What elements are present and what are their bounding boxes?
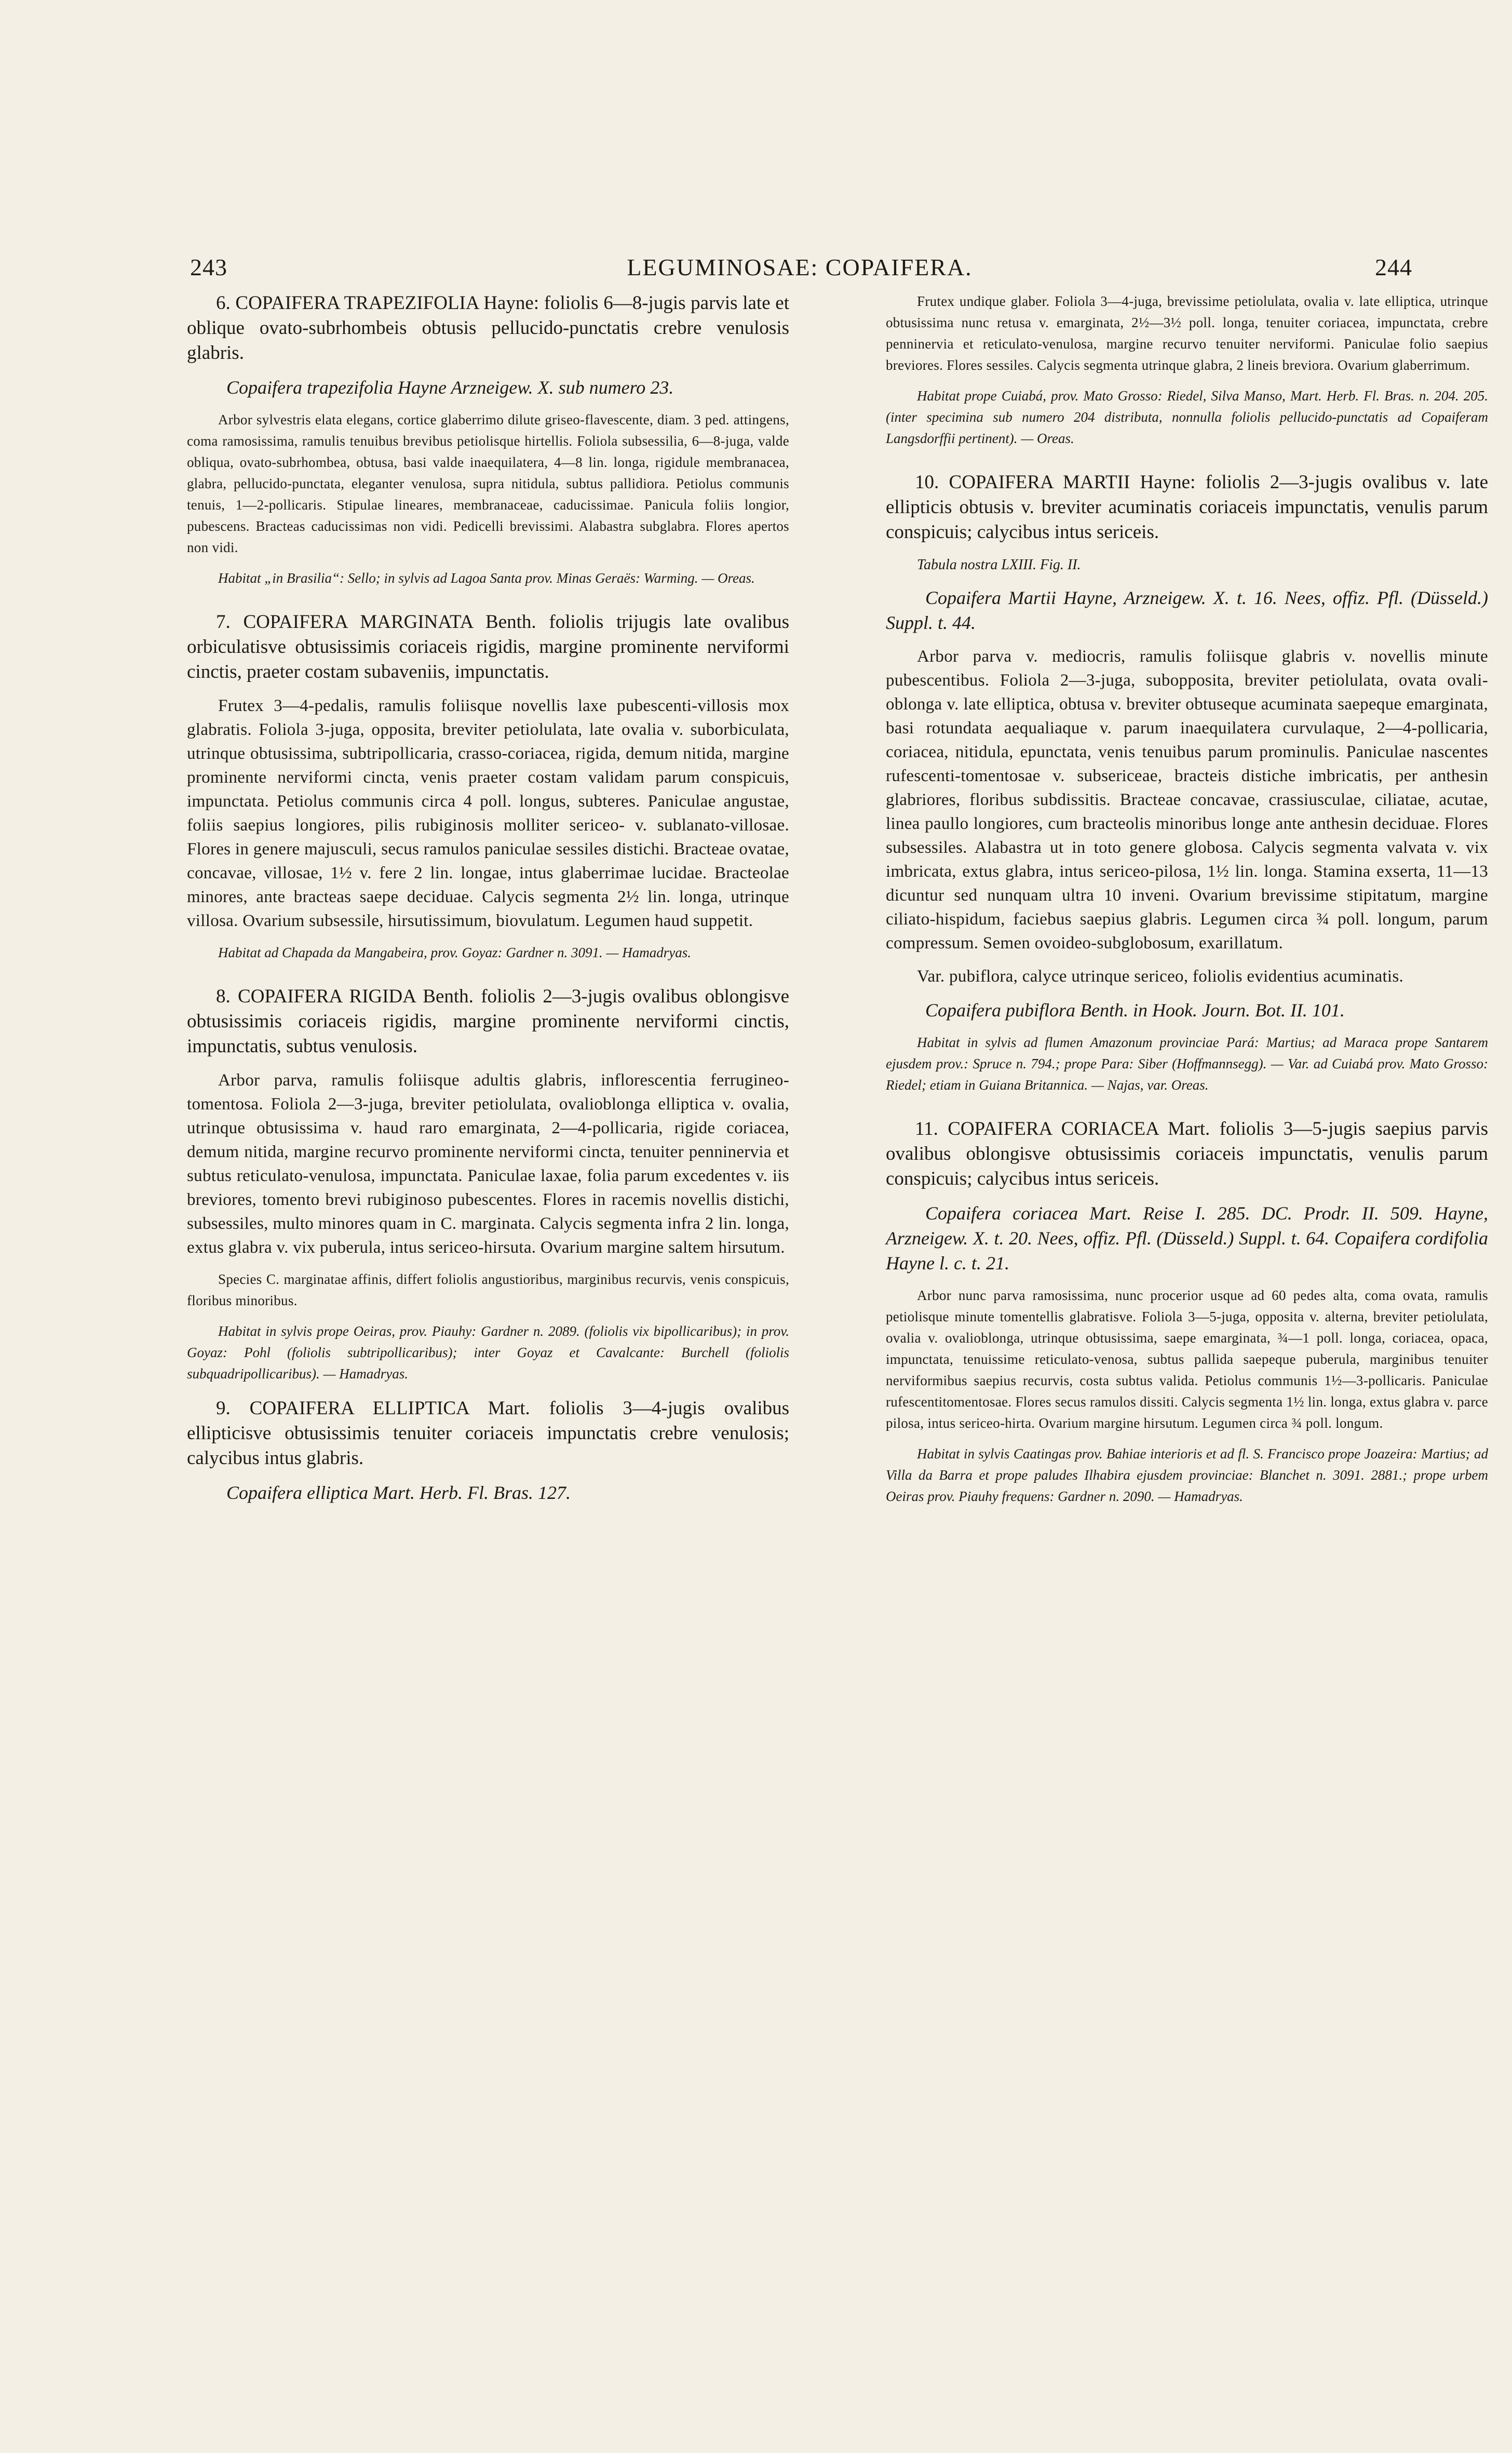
- species-entry-11: [886, 1117, 1488, 1507]
- species-description: Arbor parva v. mediocris, ramulis foliisque glabris v. novellis minute pubescentibus. Foliola 2—3-juga, subopposita, breviter petiolulata, ovata ovali-oblonga v. late elliptica, obtusa v. breviter obtuseque acuminata saepeque emarginata, basi rotundata aequaliaque v. parum inaequilatera curvulaque, 2—4-pollicaria, coriacea, nitidula, epunctata, venis tenuibus parum prominulis. Paniculae nascentes rufescenti-tomentosae v. subsericeae, bracteis distiche imbricatis, per anthesin glabriores, floribus subdissitis. Bracteae concavae, crassiusculae, ciliatae, acutae, linea paullo longiores, cum bracteolis minoribus longe ante anthesin deciduae. Flores subsessiles. Alabastra ut in toto genere globosa. Calycis segmenta valvata v. vix imbricata, extus glabra, intus sericeo-pilosa, 1½ lin. longa. Stamina exserta, 11—13 dicuntur sed nunquam ultra 10 inveni. Ovarium brevissime stipitatum, margine ciliato-hispidum, faciebus saepius glabris. Legumen circa ¾ poll. longum, parum compressum. Semen ovoideo-subglobosum, exarillatum.: [886, 647, 1488, 953]
- synonym-line: Copaifera elliptica Mart. Herb. Fl. Bras. 127.: [226, 1482, 571, 1503]
- species-description: Frutex 3—4-pedalis, ramulis foliisque novellis laxe pubescenti-villosis mox glabratis. Foliola 3-juga, opposita, breviter petiolulata, late ovalia v. suborbiculata, utrinque obtusissima, subtripollicaria, crasso-coriacea, rigida, demum nitida, margine prominente nerviformi cincta, venis praeter costam validam parum conspicuis, impunctata. Petiolus communis circa 4 poll. longus, subteres. Paniculae angustae, foliis saepius longiores, pilis rubiginosis molliter sericeo- v. sublanato-villosae. Flores in genere majusculi, secus ramulos paniculae sessiles distichi. Bracteae ovatae, concavae, villosae, 1½ v. fere 2 lin. longae, intus glaberrimae lucidae. Bracteolae minores, ante bracteas saepe deciduae. Calycis segmenta 2½ lin. longa, utrinque villosa. Ovarium subsessile, hirsutissimum, biovulatum. Legumen haud suppetit.: [187, 696, 789, 930]
- variety-synonym-line: Copaifera pubiflora Benth. in Hook. Journ. Bot. II. 101.: [925, 1000, 1345, 1021]
- species-description: Arbor parva, ramulis foliisque adultis glabris, inflorescentia ferrugineo-tomentosa. Foliola 2—3-juga, breviter petiolulata, ovalioblonga elliptica v. ovalia, utrinque obtusissima v. haud raro emarginata, 2—4-pollicaria, rigide coriacea, demum nitida, margine recurvo prominente nerviformi cincta, tenuiter penninervia et subtus reticulato-venulosa, impunctata. Paniculae laxae, folia parum excedentes v. iis breviores, tomento brevi rubiginoso pubescentes. Flores in racemis novellis distichi, subsessiles, multo minores quam in C. marginata. Calycis segmenta infra 2 lin. longa, extus glabra v. vix puberula, intus sericeo-hirsuta. Ovarium margine saltem hirsutum.: [187, 1071, 789, 1257]
- species-description: Arbor sylvestris elata elegans, cortice glaberrimo dilute griseo-flavescente, diam. 3 ped. attingens, coma ramosissima, ramulis tenuibus brevibus petiolisque hirtellis. Foliola subsessilia, 6—8-juga, valde obliqua, ovato-subrhombea, obtusa, basi valde inaequilatera, 4—8 lin. longa, rigidule membranacea, glabra, pellucido-punctata, eleganter venulosa, supra nitidula, subtus pallidiora. Petiolus communis tenuis, 1—2-pollicaris. Stipulae lineares, membranaceae, caducissimae. Panicula foliis longior, pubescens. Bracteas caducissimas non vidi. Pedicelli brevissimi. Alabastra subglabra. Flores apertos non vidi.: [187, 412, 789, 555]
- species-description: Arbor nunc parva ramosissima, nunc procerior usque ad 60 pedes alta, coma ovata, ramulis petiolisque minute tomentellis glabratisve. Foliola 3—5-juga, opposita v. alterna, breviter petiolulata, ovalia v. ovalioblonga, utrinque obtusissima, saepe emarginata, ¾—1 poll. longa, coriacea, opaca, impunctata, tenuissime reticulato-venosa, subtus pallida saepeque puberula, marginibus tenuiter nerviformibus saepius recurvis, costa subtus valida. Petiolus communis 1½—3-pollicaris. Paniculae rufescentitomentosae. Flores secus ramulos dissiti. Calycis segmenta 1½ lin. longa, extus glabra v. parce pilosa, intus sericeo-hirta. Ovarium margine hirsutum. Legumen circa ¾ poll. longum.: [886, 1288, 1488, 1431]
- running-title: LEGUMINOSAE: COPAIFERA.: [627, 254, 973, 280]
- variety-diagnosis: Var. pubiflora, calyce utrinque sericeo, foliolis evidentius acuminatis.: [917, 967, 1404, 986]
- habitat-note: Habitat in sylvis Caatingas prov. Bahiae interioris et ad fl. S. Francisco prope Joazeira: Martius; ad Villa da Barra et prope paludes Ilhabira ejusdem provinciae: Blanchet n. 3091. 2881.; prope urbem Oeiras prov. Piauhy frequens: Gardner n. 2090. — Hamadryas.: [886, 1446, 1488, 1504]
- habitat-note: Habitat in sylvis prope Oeiras, prov. Piauhy: Gardner n. 2089. (foliolis vix bipollicaribus); in prov. Goyaz: Pohl (foliolis subtripollicaribus); inter Goyaz et Cavalcante: Burchell (foliolis subquadripollicaribus). — Hamadryas.: [187, 1323, 789, 1382]
- synonym-line: Copaifera coriacea Mart. Reise I. 285. DC. Prodr. II. 509. Hayne, Arzneigew. X. t. 20. Nees, offiz. Pfl. (Düsseld.) Suppl. t. 64. Copaifera cordifolia Hayne l. c. t. 21.: [886, 1203, 1488, 1274]
- synonym-line: Copaifera Martii Hayne, Arzneigew. X. t. 16. Nees, offiz. Pfl. (Düsseld.) Suppl. t. 44.: [886, 587, 1488, 633]
- species-entry-9: [187, 1396, 789, 1505]
- species-diagnosis: 8. COPAIFERA RIGIDA Benth. foliolis 2—3-jugis ovalibus oblongisve obtusissimis coriaceis rigidis, margine prominente nerviformi cinctis, impunctatis, subtus venulosis.: [187, 986, 789, 1057]
- species-entry-10: [886, 470, 1488, 1096]
- left-column: [187, 291, 789, 1517]
- species-entry-7: [187, 610, 789, 963]
- page-number-right: 244: [1375, 254, 1412, 280]
- habitat-note: Habitat „in Brasilia“: Sello; in sylvis ad Lagoa Santa prov. Minas Geraës: Warming. — Oreas.: [218, 570, 755, 586]
- species-diagnosis: 7. COPAIFERA MARGINATA Benth. foliolis trijugis late ovalibus orbiculatisve obtusissimis coriaceis rigidis, margine prominente nerviformi cinctis, praeter costam subaveniis, impunctatis.: [187, 611, 789, 682]
- habitat-note: Habitat prope Cuiabá, prov. Mato Grosso: Riedel, Silva Manso, Mart. Herb. Fl. Bras. n. 204. 205. (inter specimina sub numero 204 distributa, nonnulla foliolis pellucido-punctatis ad Copaiferam Langsdorffii pertinent). — Oreas.: [886, 388, 1488, 446]
- habitat-note: Habitat in sylvis ad flumen Amazonum provinciae Pará: Martius; ad Maraca prope Santarem ejusdem prov.: Spruce n. 794.; prope Para: Siber (Hoffmannsegg). — Var. ad Cuiabá prov. Mato Grosso: Riedel; etiam in Guiana Britannica. — Najas, var. Oreas.: [886, 1035, 1488, 1093]
- page-number-left: 243: [190, 254, 227, 280]
- species-diagnosis: 11. COPAIFERA CORIACEA Mart. foliolis 3—5-jugis saepius parvis ovalibus oblongisve obtusissimis coriaceis impunctatis, venulis parum conspicuis; calycibus intus sericeis.: [886, 1118, 1488, 1189]
- species-note: Species C. marginatae affinis, differt foliolis angustioribus, marginibus recurvis, venis conspicuis, floribus minoribus.: [187, 1271, 789, 1308]
- species-diagnosis: 10. COPAIFERA MARTII Hayne: foliolis 2—3-jugis ovalibus v. late ellipticis obtusis v. breviter acuminatis coriaceis impunctatis, venulis parum conspicuis; calycibus intus sericeis.: [886, 472, 1488, 543]
- plate-reference: Tabula nostra LXIII. Fig. II.: [917, 557, 1081, 573]
- species-description: Frutex undique glaber. Foliola 3—4-juga, brevissime petiolulata, ovalia v. late elliptica, utrinque obtusissima nunc retusa v. emarginata, 2½—3½ poll. longa, tenuiter coriacea, impunctata, crebre penninervia et reticulato-venulosa, margine recurvo tenuiter nerviformi. Paniculae folio saepius breviores. Flores sessiles. Calycis segmenta utrinque glabra, 2 lineis breviora. Ovarium glaberrimum.: [886, 293, 1488, 373]
- species-diagnosis: 9. COPAIFERA ELLIPTICA Mart. foliolis 3—4-jugis ovalibus ellipticisve obtusissimis tenuiter coriaceis impunctatis crebre venulosis; calycibus intus glabris.: [187, 1398, 789, 1469]
- species-diagnosis: 6. COPAIFERA TRAPEZIFOLIA Hayne: foliolis 6—8-jugis parvis late et oblique ovato-subrhombeis obtusis pellucido-punctatis crebre venulosis glabris.: [187, 292, 789, 364]
- habitat-note: Habitat ad Chapada da Mangabeira, prov. Goyaz: Gardner n. 3091. — Hamadryas.: [218, 945, 691, 960]
- right-column: [886, 291, 1488, 1519]
- species-entry-6: [187, 291, 789, 589]
- species-entry-8: [187, 984, 789, 1385]
- synonym-line: Copaifera trapezifolia Hayne Arzneigew. X. sub numero 23.: [226, 377, 674, 398]
- species-entry-9-continued: [886, 291, 1488, 449]
- running-head: [187, 253, 1412, 285]
